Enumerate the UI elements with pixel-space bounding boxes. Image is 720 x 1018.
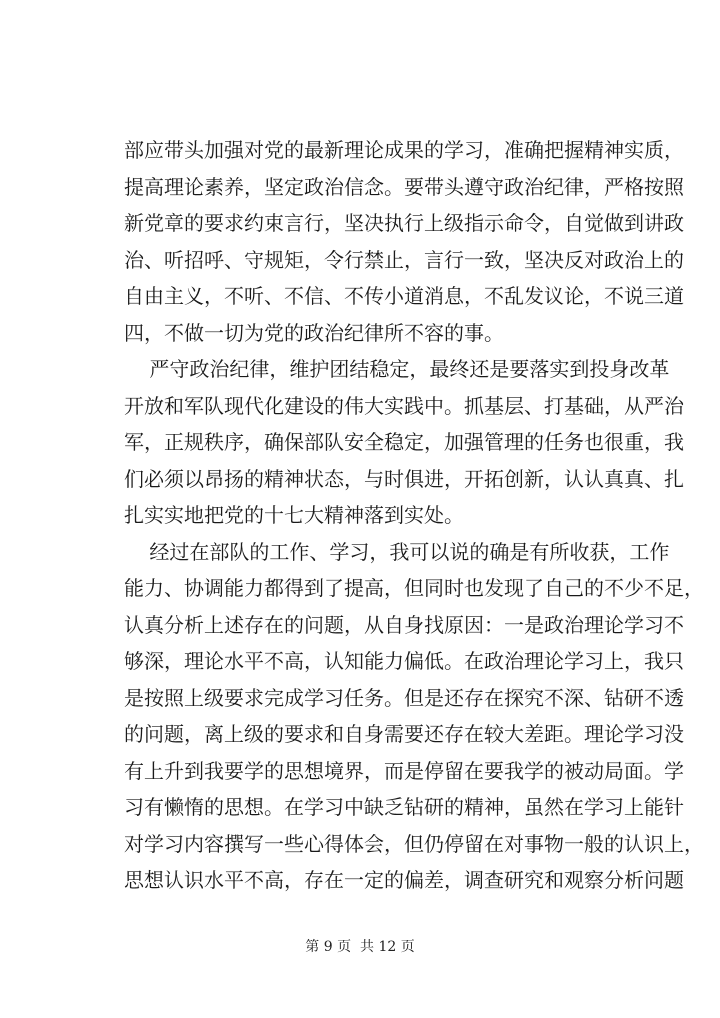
text-line: 严守政治纪律，维护团结稳定，最终还是要落实到投身改革 (124, 357, 670, 381)
text-line: 有上升到我要学的思想境界，而是停留在要我学的被动局面。学 (124, 758, 684, 783)
text-line: 自由主义，不听、不信、不传小道消息，不乱发议论，不说三道 (124, 284, 684, 308)
text-line: 经过在部队的工作、学习，我可以说的确是有所收获，工作 (124, 539, 670, 564)
text-line: 军，正规秩序，确保部队安全稳定，加强管理的任务也很重，我 (124, 430, 684, 454)
text-line: 够深，理论水平不高，认知能力偏低。在政治理论学习上，我只 (124, 649, 684, 673)
document-body (124, 132, 704, 899)
text-line: 提高理论素养，坚定政治信念。要带头遵守政治纪律，严格按照 (124, 174, 684, 199)
text-line: 们必须以昂扬的精神状态，与时俱进，开拓创新，认认真真、扎 (124, 466, 684, 491)
paragraph-2 (124, 351, 684, 534)
text-line: 四，不做一切为党的政治纪律所不容的事。 (124, 320, 504, 345)
text-line: 开放和军队现代化建设的伟大实践中。抓基层、打基础，从严治 (124, 393, 684, 418)
text-line: 新党章的要求约束言行，坚决执行上级指示命令，自觉做到讲政 (124, 211, 684, 235)
text-line: 是按照上级要求完成学习任务。但是还存在探究不深、钻研不透 (124, 685, 684, 710)
paragraph-1 (124, 132, 684, 351)
page-number-footer: 第 9 页 共 12 页 (305, 939, 415, 955)
text-line: 思想认识水平不高，存在一定的偏差，调查研究和观察分析问题 (124, 868, 684, 892)
text-line: 部应带头加强对党的最新理论成果的学习，准确把握精神实质， (124, 138, 684, 162)
text-line: 对学习内容撰写一些心得体会，但仍停留在对事物一般的认识上， (124, 831, 704, 856)
text-line: 的问题，离上级的要求和自身需要还存在较大差距。理论学习没 (124, 722, 684, 746)
text-line: 能力、协调能力都得到了提高，但同时也发现了自己的不少不足， (124, 576, 704, 600)
paragraph-3 (124, 534, 704, 899)
text-line: 认真分析上述存在的问题，从自身找原因：一是政治理论学习不 (124, 612, 684, 637)
text-line: 扎实实地把党的十七大精神落到实处。 (124, 503, 464, 527)
text-line: 习有懒惰的思想。在学习中缺乏钻研的精神，虽然在学习上能针 (124, 795, 684, 819)
text-line: 治、听招呼、守规矩，令行禁止，言行一致，坚决反对政治上的 (124, 247, 684, 272)
